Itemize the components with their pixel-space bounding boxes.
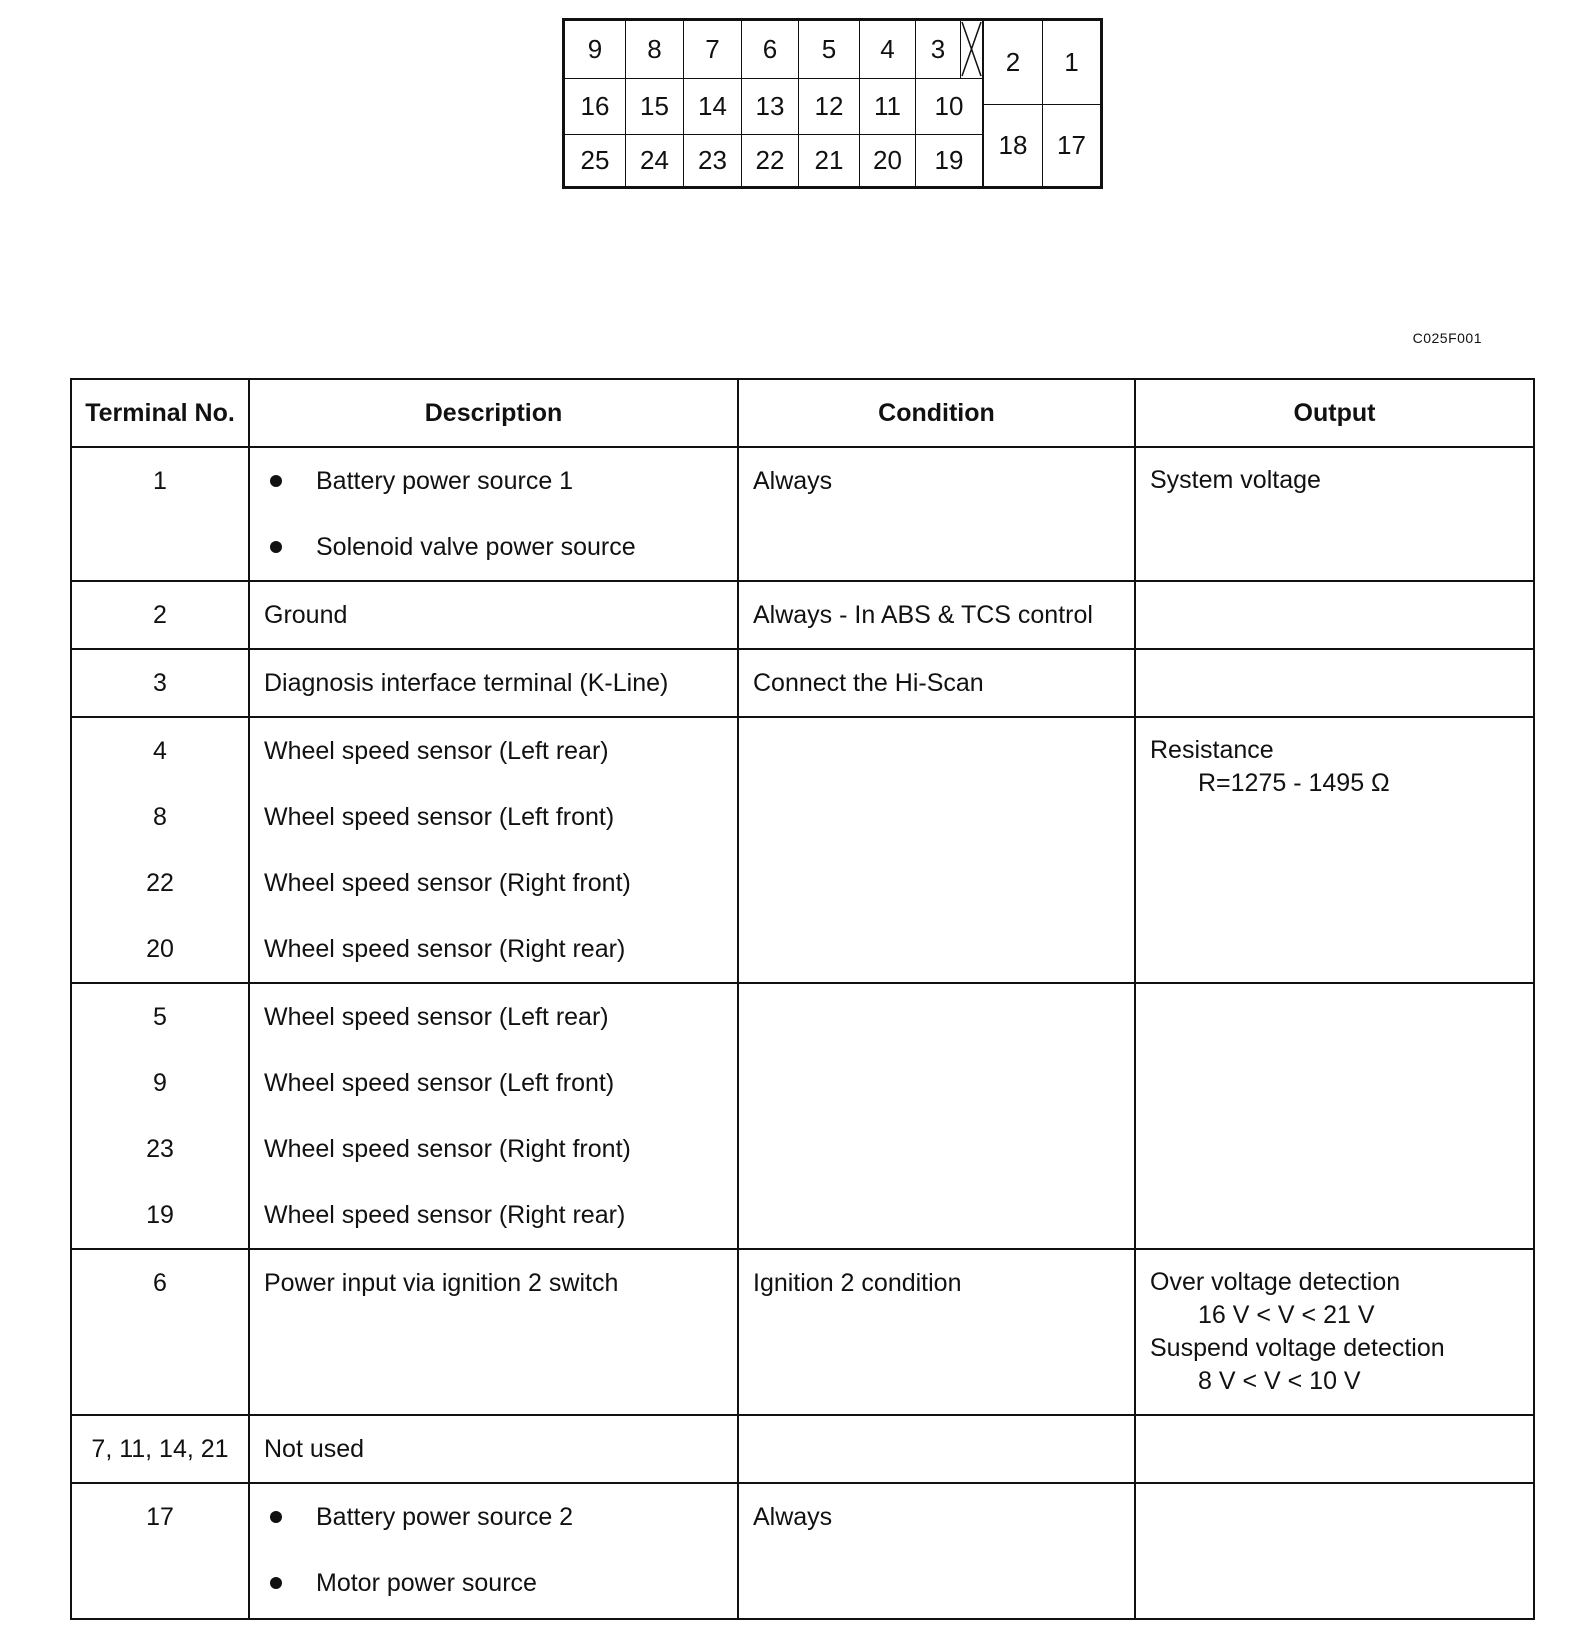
pin-4: 4 (860, 21, 916, 79)
pin-11: 11 (860, 79, 916, 135)
terminal-number: 1 (153, 467, 167, 495)
terminal-function-table (70, 378, 1535, 1620)
header-output: Output (1135, 379, 1534, 447)
pin-6: 6 (742, 21, 799, 79)
output-text: 8 V < V < 10 V (1198, 1367, 1361, 1395)
description-text: Wheel speed sensor (Right front) (264, 1135, 631, 1163)
description-text: Wheel speed sensor (Right rear) (264, 1201, 626, 1229)
pin-21: 21 (799, 135, 860, 186)
terminal-number: 20 (146, 935, 174, 963)
header-description: Description (249, 379, 738, 447)
description-text: Motor power source (316, 1569, 537, 1597)
header-terminal-no: Terminal No. (71, 379, 249, 447)
terminal-number: 5 (153, 1003, 167, 1031)
pin-2: 2 (983, 21, 1043, 105)
pin-23: 23 (684, 135, 742, 186)
pin-25: 25 (565, 135, 626, 186)
bullet-icon (270, 1577, 282, 1589)
condition-text: Ignition 2 condition (753, 1269, 962, 1297)
description-cell (249, 447, 738, 581)
description-text: Battery power source 2 (316, 1503, 574, 1531)
table-row (71, 581, 1534, 649)
table-row (71, 1415, 1534, 1483)
pin-8: 8 (626, 21, 684, 79)
pin-5: 5 (799, 21, 860, 79)
terminal-cell (71, 1249, 249, 1415)
description-cell (249, 581, 738, 649)
output-cell (1135, 1249, 1534, 1415)
output-cell (1135, 649, 1534, 717)
pin-7: 7 (684, 21, 742, 79)
pin-15: 15 (626, 79, 684, 135)
terminal-cell (71, 581, 249, 649)
table-row (71, 447, 1534, 581)
table-row (71, 1483, 1534, 1619)
terminal-cell (71, 1415, 249, 1483)
pin-14: 14 (684, 79, 742, 135)
condition-text: Always (753, 467, 833, 495)
condition-cell (738, 983, 1135, 1249)
output-text: R=1275 - 1495 Ω (1198, 769, 1390, 797)
pin-24: 24 (626, 135, 684, 186)
bullet-icon (270, 475, 282, 487)
figure-code-label: C025F001 (1412, 330, 1482, 346)
description-cell (249, 1415, 738, 1483)
terminal-cell (71, 447, 249, 581)
description-text: Diagnosis interface terminal (K-Line) (264, 669, 669, 697)
terminal-number: 6 (153, 1269, 167, 1297)
pin-18: 18 (983, 105, 1043, 186)
description-text: Wheel speed sensor (Left front) (264, 803, 615, 831)
table-row (71, 717, 1534, 983)
pin-20: 20 (860, 135, 916, 186)
condition-cell (738, 649, 1135, 717)
output-text: Over voltage detection (1150, 1268, 1401, 1296)
pin-3: 3 (916, 21, 960, 79)
bullet-icon (270, 541, 282, 553)
description-text: Battery power source 1 (316, 467, 574, 495)
condition-text: Connect the Hi-Scan (753, 669, 984, 697)
terminal-number: 9 (153, 1069, 167, 1097)
description-cell (249, 649, 738, 717)
terminal-number: 22 (146, 869, 174, 897)
description-text: Not used (264, 1435, 365, 1463)
terminal-number: 19 (146, 1201, 174, 1229)
description-text: Ground (264, 601, 348, 629)
pin-16: 16 (565, 79, 626, 135)
condition-cell (738, 1415, 1135, 1483)
condition-text: Always (753, 1503, 833, 1531)
terminal-cell (71, 649, 249, 717)
description-text: Wheel speed sensor (Left rear) (264, 1003, 609, 1031)
table-header-row (71, 379, 1534, 447)
table-row (71, 983, 1534, 1249)
terminal-number: 8 (153, 803, 167, 831)
pin-12: 12 (799, 79, 860, 135)
terminal-number: 2 (153, 601, 167, 629)
pin-10: 10 (916, 79, 983, 135)
output-cell (1135, 447, 1534, 581)
description-text: Wheel speed sensor (Left rear) (264, 737, 609, 765)
output-cell (1135, 581, 1534, 649)
description-text: Wheel speed sensor (Left front) (264, 1069, 615, 1097)
condition-cell (738, 581, 1135, 649)
terminal-cell (71, 1483, 249, 1619)
description-cell (249, 717, 738, 983)
output-cell (1135, 1415, 1534, 1483)
terminal-number: 4 (153, 737, 167, 765)
output-text: System voltage (1150, 466, 1321, 494)
terminal-cell (71, 983, 249, 1249)
pin-19: 19 (916, 135, 983, 186)
output-text: 16 V < V < 21 V (1198, 1301, 1375, 1329)
terminal-number: 17 (146, 1503, 174, 1531)
condition-cell (738, 447, 1135, 581)
description-cell (249, 1483, 738, 1619)
table-row (71, 1249, 1534, 1415)
terminal-number: 7, 11, 14, 21 (91, 1435, 229, 1463)
pin-9: 9 (565, 21, 626, 79)
table-row (71, 649, 1534, 717)
output-cell (1135, 983, 1534, 1249)
bullet-icon (270, 1511, 282, 1523)
pin-13: 13 (742, 79, 799, 135)
output-text: Resistance (1150, 736, 1274, 764)
description-text: Power input via ignition 2 switch (264, 1269, 619, 1297)
condition-cell (738, 1249, 1135, 1415)
description-text: Wheel speed sensor (Right rear) (264, 935, 626, 963)
condition-cell (738, 1483, 1135, 1619)
condition-cell (738, 717, 1135, 983)
pin-22: 22 (742, 135, 799, 186)
condition-text: Always - In ABS & TCS control (753, 601, 1093, 629)
description-text: Wheel speed sensor (Right front) (264, 869, 631, 897)
connector-pinout-diagram (562, 18, 1103, 189)
description-cell (249, 1249, 738, 1415)
terminal-number: 3 (153, 669, 167, 697)
output-cell (1135, 1483, 1534, 1619)
header-condition: Condition (738, 379, 1135, 447)
terminal-cell (71, 717, 249, 983)
pin-17: 17 (1057, 130, 1086, 160)
output-text: Suspend voltage detection (1150, 1334, 1445, 1362)
blank-pin-crossed-icon (960, 21, 983, 79)
terminal-number: 23 (146, 1135, 174, 1163)
pin-1: 1 (1043, 21, 1100, 105)
description-cell (249, 983, 738, 1249)
output-cell (1135, 717, 1534, 983)
description-text: Solenoid valve power source (316, 533, 636, 561)
